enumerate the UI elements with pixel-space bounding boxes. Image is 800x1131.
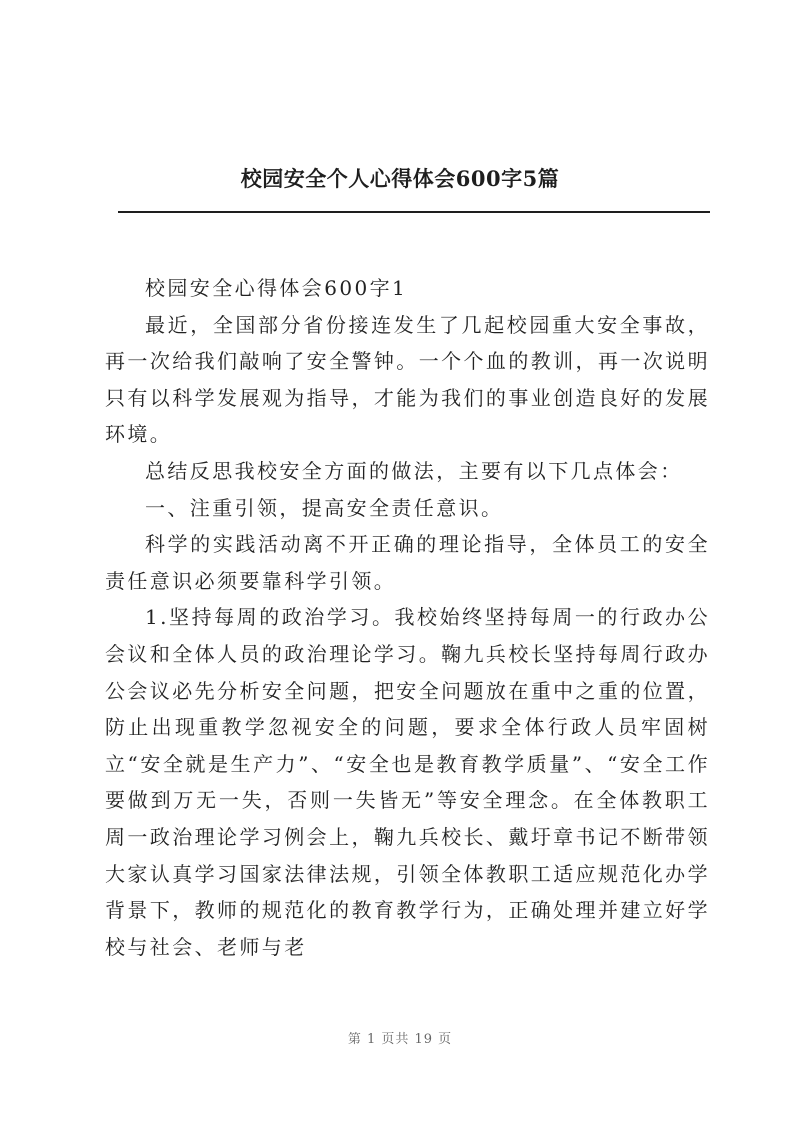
page-number-footer [0,1031,800,1049]
paragraph: 最近，全国部分省份接连发生了几起校园重大安全事故，再一次给我们敲响了安全警钟。一个个血的教训，再一次说明只有以科学发展观为指导，才能为我们的事业创造良好的发展环境。 [105,312,710,447]
document-title: 校园安全个人心得体会600字5篇 [240,166,560,191]
paragraph: 科学的实践活动离不开正确的理论指导，全体员工的安全责任意识必须要靠科学引领。 [105,532,710,593]
page-number-label: 第 1 页共 19 页 [347,1032,453,1047]
section-heading: 校园安全心得体会600字1 [145,276,408,300]
paragraph: 总结反思我校安全方面的做法，主要有以下几点体会： [145,458,683,483]
title-underline [118,211,710,213]
subsection-heading: 一、注重引领，提高安全责任意识。 [145,495,504,520]
paragraph: 1.坚持每周的政治学习。我校始终坚持每周一的行政办公会议和全体人员的政治理论学习。鞠九兵校长坚持每周行政办公会议必先分析安全问题，把安全问题放在重中之重的位置，防止出现重教学忽视安全的问题，要求全体行政人员牢固树立“安全就是生产力”、“安全也是教育教学质量”、“安全工作要做到万无一失，否则一失皆无”等安全理念。在全体教职工周一政治理论学习例会上，鞠九兵校长、戴圩章书记不断带领大家认真学习国家法律法规，引领全体教职工适应规范化办学背景下，教师的规范化的教育教学行为，正确处理并建立好学校与社会、老师与老 [105,605,710,959]
document-body [105,270,710,965]
